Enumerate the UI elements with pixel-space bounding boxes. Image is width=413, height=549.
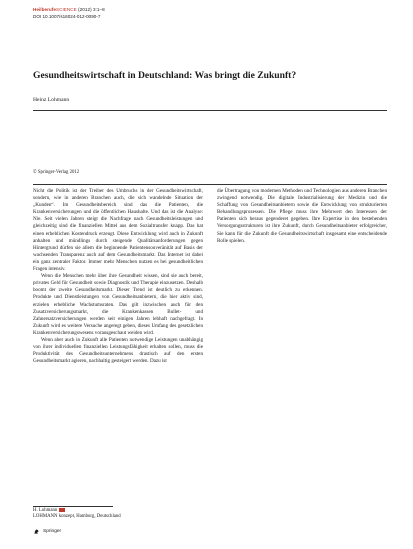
- footnote-divider: [33, 506, 113, 507]
- paragraph: Wenn die Menschen mehr über ihre Gesundheit wissen, sind sie auch bereit, privates Geld für Gesundheit sowie Diagnostik und Therapie einzusetzen. Deshalb boomt der zweite Gesundheitsmarkt. Dieser Trend ist deutlich zu erkennen. Produkte und Dienstleistungen von Gesundheitsanbietern, die hier aktiv sind, erzielen erhebliche Wachstumsraten. Das gilt inzwischen auch für den Zusatzversicherungsmarkt, die Krankenkassen Bullet- und Zahnersatzversicherungen werden seit einigen Jahren lebhaft nachgefragt. In Zukunft wird es weitere Versuche angeregt geben, dieses Umfang des gesetzlichen Krankenversicherungswesens vorausgeschaut weiden wird.: [33, 273, 203, 336]
- author-footnote: [33, 508, 65, 513]
- article-author: Heinz Lohmann: [33, 97, 70, 103]
- divider-top: [33, 110, 387, 111]
- journal-brand-secondary: SCIENCE: [55, 7, 77, 12]
- copyright-notice: © Springer-Verlag 2012: [33, 170, 80, 175]
- journal-citation: [33, 7, 105, 12]
- body-column-right: [217, 188, 387, 245]
- author-name: H. Lohmann: [33, 508, 58, 514]
- body-column-left: [33, 188, 203, 365]
- journal-reference: (2012) 3:1–8: [78, 7, 105, 12]
- doi: DOI 10.1007/s16024-012-0090-7: [33, 14, 101, 19]
- article-title: Gesundheitswirtschaft in Deutschland: Was bringt die Zukunft?: [33, 70, 297, 81]
- publisher-logo: [33, 528, 61, 535]
- springer-horse-icon: [33, 528, 40, 535]
- email-icon[interactable]: [59, 508, 65, 512]
- paragraph: die Übertragung von modernen Methoden und Technologien aus anderen Branchen zwingend notwendig. Die digitale Industrialisierung der Medizin und die Schaffung von Gesundheitsanbietern sowie die Entwicklung von strukturierten Behandlungsprozessen. Die Pflege muss ihre Mehrwert den Interessen der Patienten sich heraus gegenderet gegeben. Ihre Expertise in den bestehenden Versorgungsstrukturen ist ihre Zukunft, durch Gesundheitsanbieter erfolgreicher, Sie kann für die Zukunft die Gesundheitswirtschaft insgesamt eine entscheidende Rolle spielen.: [217, 188, 387, 244]
- paragraph: Wenn aber auch in Zukunft alle Patienten notwendige Leistungen unabhängig von ihrer individuellen finanziellen Leistungsfähigkeit erhalten sollen, muss die Produktivität des Gesundheitsunternehmens drastisch auf den ersten Gesundheitsmarkt agieren, nachhaltig gesteigert werden. Dazu ist: [33, 336, 203, 365]
- author-affiliation: LOHMANN konzept, Hamburg, Deutschland: [33, 514, 121, 519]
- journal-brand-primary: Heilberufe: [33, 7, 56, 12]
- publisher-name: Springer: [43, 529, 62, 534]
- divider-body: [33, 184, 387, 185]
- paragraph: Nicht die Politik ist der Treiber des Umbruchs in der Gesundheitswirtschaft, sondern, wie in anderen Branchen auch, die sich wandelnde Situation der „Kunden“. Im Gesundheitsbereich sind das die Patienten, die Krankenversicherungen und die öffentlichen Haushalte. Und das ist die Analyse: Nie. Seit vielen Jahren steigt die Nachfrage nach Gesundheitsleistungen und gleichzeitig sind die finanziellen Mittel aus dem Sozialtransfer knapp. Das hat einen erheblichen Kostendruck erzeugt. Diese Entwicklung wird auch in Zukunft anhalten und mündlings durch steigende Qualitätsanforderungen gegen Hintergrund dürfen sie allem die beginnende Patientensouveränität auf Basis der wachsenden Transparenz auch auf dem Gesundheitsmarkt. Das Internet ist dabei ein ganz zentraler Faktor. Immer mehr Menschen nutzen es bei gesundheitlichen Fragen intensiv.: [33, 188, 203, 273]
